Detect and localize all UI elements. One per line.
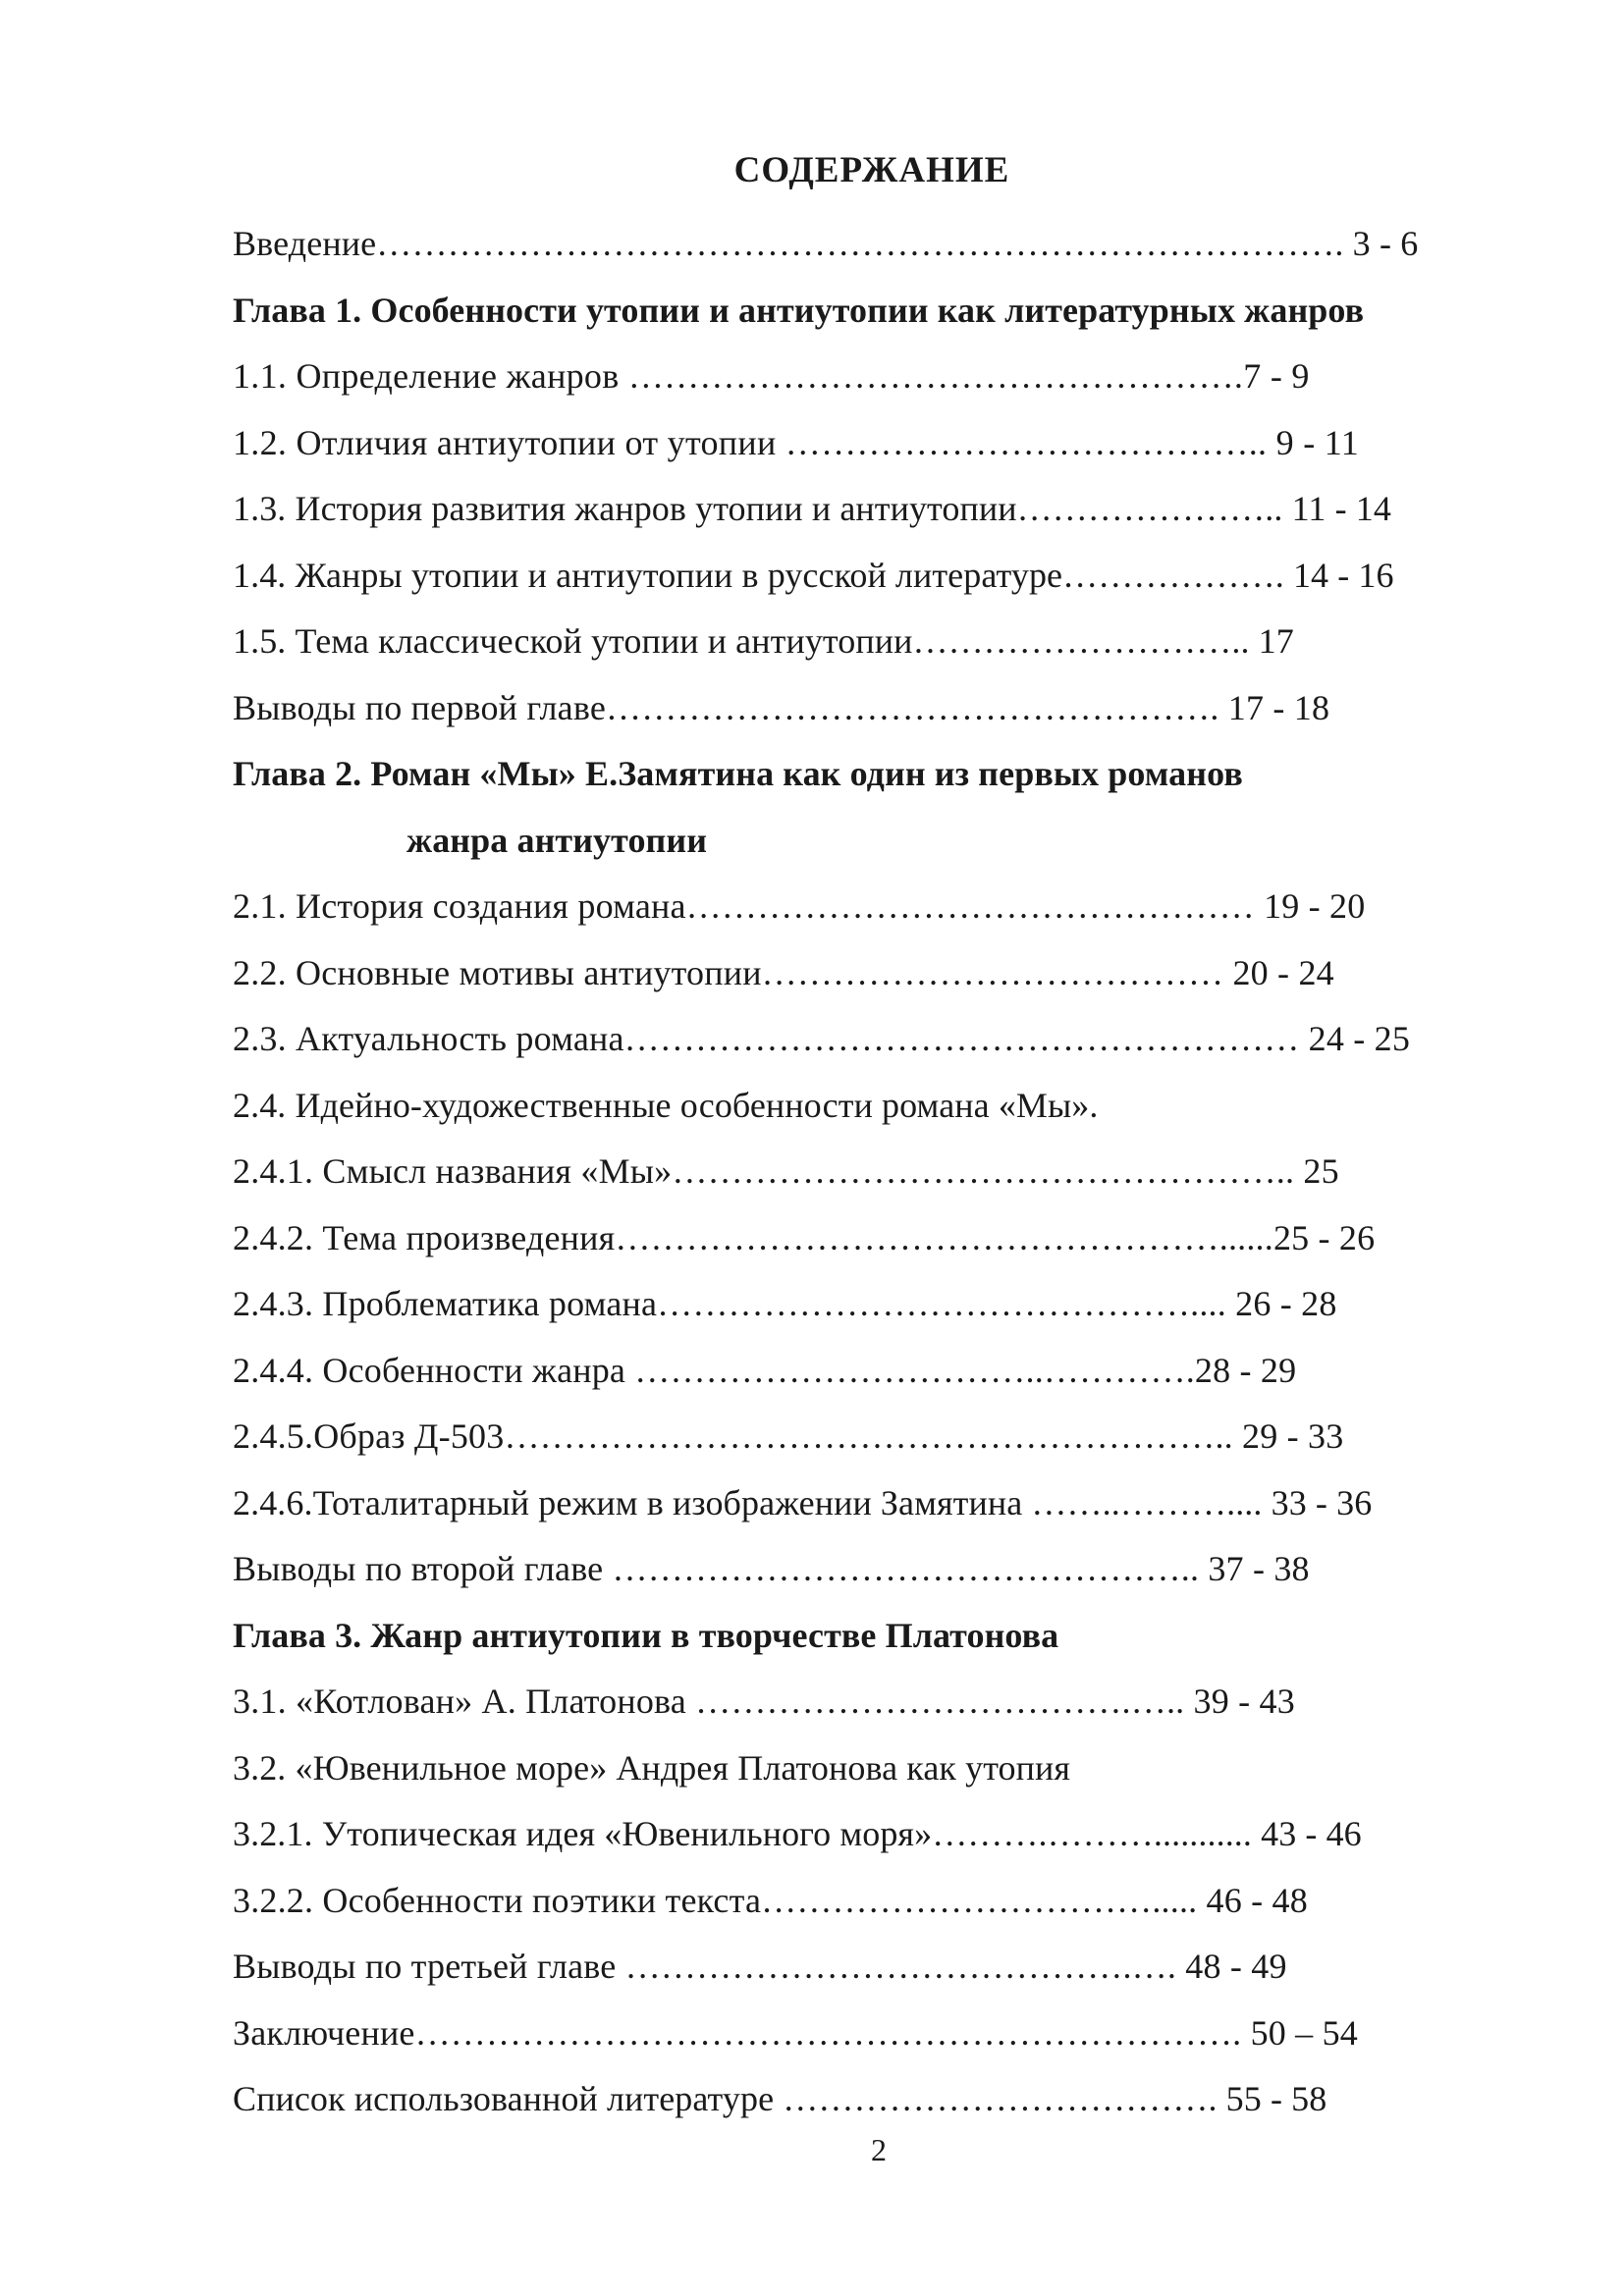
toc-entry-2-4-6: 2.4.6.Тоталитарный режим в изображении Замятина ……..……….... 33 - 36: [233, 1483, 1373, 1522]
page-number: 2: [871, 2132, 887, 2167]
toc-entry-2-4-3: 2.4.3. Проблематика романа……………………………………….... 26 - 28: [233, 1284, 1337, 1323]
toc-entry-2-4: 2.4. Идейно-художественные особенности романа «Мы».: [233, 1086, 1099, 1125]
toc-entry-3-2-2: 3.2.2. Особенности поэтики текста……………………………..... 46 - 48: [233, 1881, 1308, 1920]
toc-entry-conclusions-1: Выводы по первой главе……………………………………………. 17 - 18: [233, 688, 1330, 727]
toc-entry-2-2: 2.2. Основные мотивы антиутопии………………………………… 20 - 24: [233, 953, 1334, 992]
toc-entry-conclusions-3: Выводы по третьей главе …………………………………….…. 48 - 49: [233, 1947, 1287, 1986]
page-title: СОДЕРЖАНИЕ: [733, 150, 1010, 190]
toc-entry-3-1: 3.1. «Котлован» А. Платонова ……………………………….….. 39 - 43: [233, 1682, 1295, 1721]
toc-entry-2-3: 2.3. Актуальность романа………………………………………………… 24 - 25: [233, 1019, 1411, 1058]
toc-chapter-2-heading: Глава 2. Роман «Мы» Е.Замятина как один из первых романов: [233, 754, 1243, 793]
toc-entry-1-1: 1.1. Определение жанров …………………………………………….7 - 9: [233, 356, 1310, 396]
toc-entry-bibliography: Список использованной литературе ………………………………. 55 - 58: [233, 2079, 1327, 2118]
toc-entry-2-1: 2.1. История создания романа………………………………………… 19 - 20: [233, 886, 1366, 926]
toc-entry-conclusion: Заключение……………………………………………………………. 50 – 54: [233, 2013, 1358, 2053]
toc-entry-2-4-2: 2.4.2. Тема произведения……………………………………………......25 - 26: [233, 1218, 1376, 1257]
toc-entry-conclusions-2: Выводы по второй главе ………………………………………….. 37 - 38: [233, 1549, 1310, 1588]
toc-chapter-1-heading: Глава 1. Особенности утопии и антиутопии как литературных жанров: [233, 291, 1365, 330]
toc-entry-2-4-1: 2.4.1. Смысл названия «Мы»…………………………………………….. 25: [233, 1151, 1339, 1191]
toc-entry-3-2-1: 3.2.1. Утопическая идея «Ювенильного моря»……….………........... 43 - 46: [233, 1814, 1362, 1853]
toc-chapter-3-heading: Глава 3. Жанр антиутопии в творчестве Платонова: [233, 1616, 1059, 1655]
toc-entry-1-2: 1.2. Отличия антиутопии от утопии ………………………………….. 9 - 11: [233, 423, 1360, 462]
toc-entry-1-3: 1.3. История развития жанров утопии и антиутопии………………….. 11 - 14: [233, 489, 1391, 528]
toc-entry-1-4: 1.4. Жанры утопии и антиутопии в русской литературе………………. 14 - 16: [233, 556, 1394, 595]
toc-entry-1-5: 1.5. Тема классической утопии и антиутопии……………………….. 17: [233, 621, 1294, 661]
toc-chapter-2-heading-continued: жанра антиутопии: [406, 821, 708, 860]
toc-entry-3-2: 3.2. «Ювенильное море» Андрея Платонова как утопия: [233, 1748, 1071, 1788]
toc-entry-2-4-5: 2.4.5.Образ Д-503…………………………………………………….. 29 - 33: [233, 1416, 1344, 1456]
toc-entry-2-4-4: 2.4.4. Особенности жанра ……………………………..………….28 - 29: [233, 1351, 1297, 1390]
toc-entry-introduction: Введение………………………………………………………………………. 3 - 6: [233, 224, 1419, 263]
